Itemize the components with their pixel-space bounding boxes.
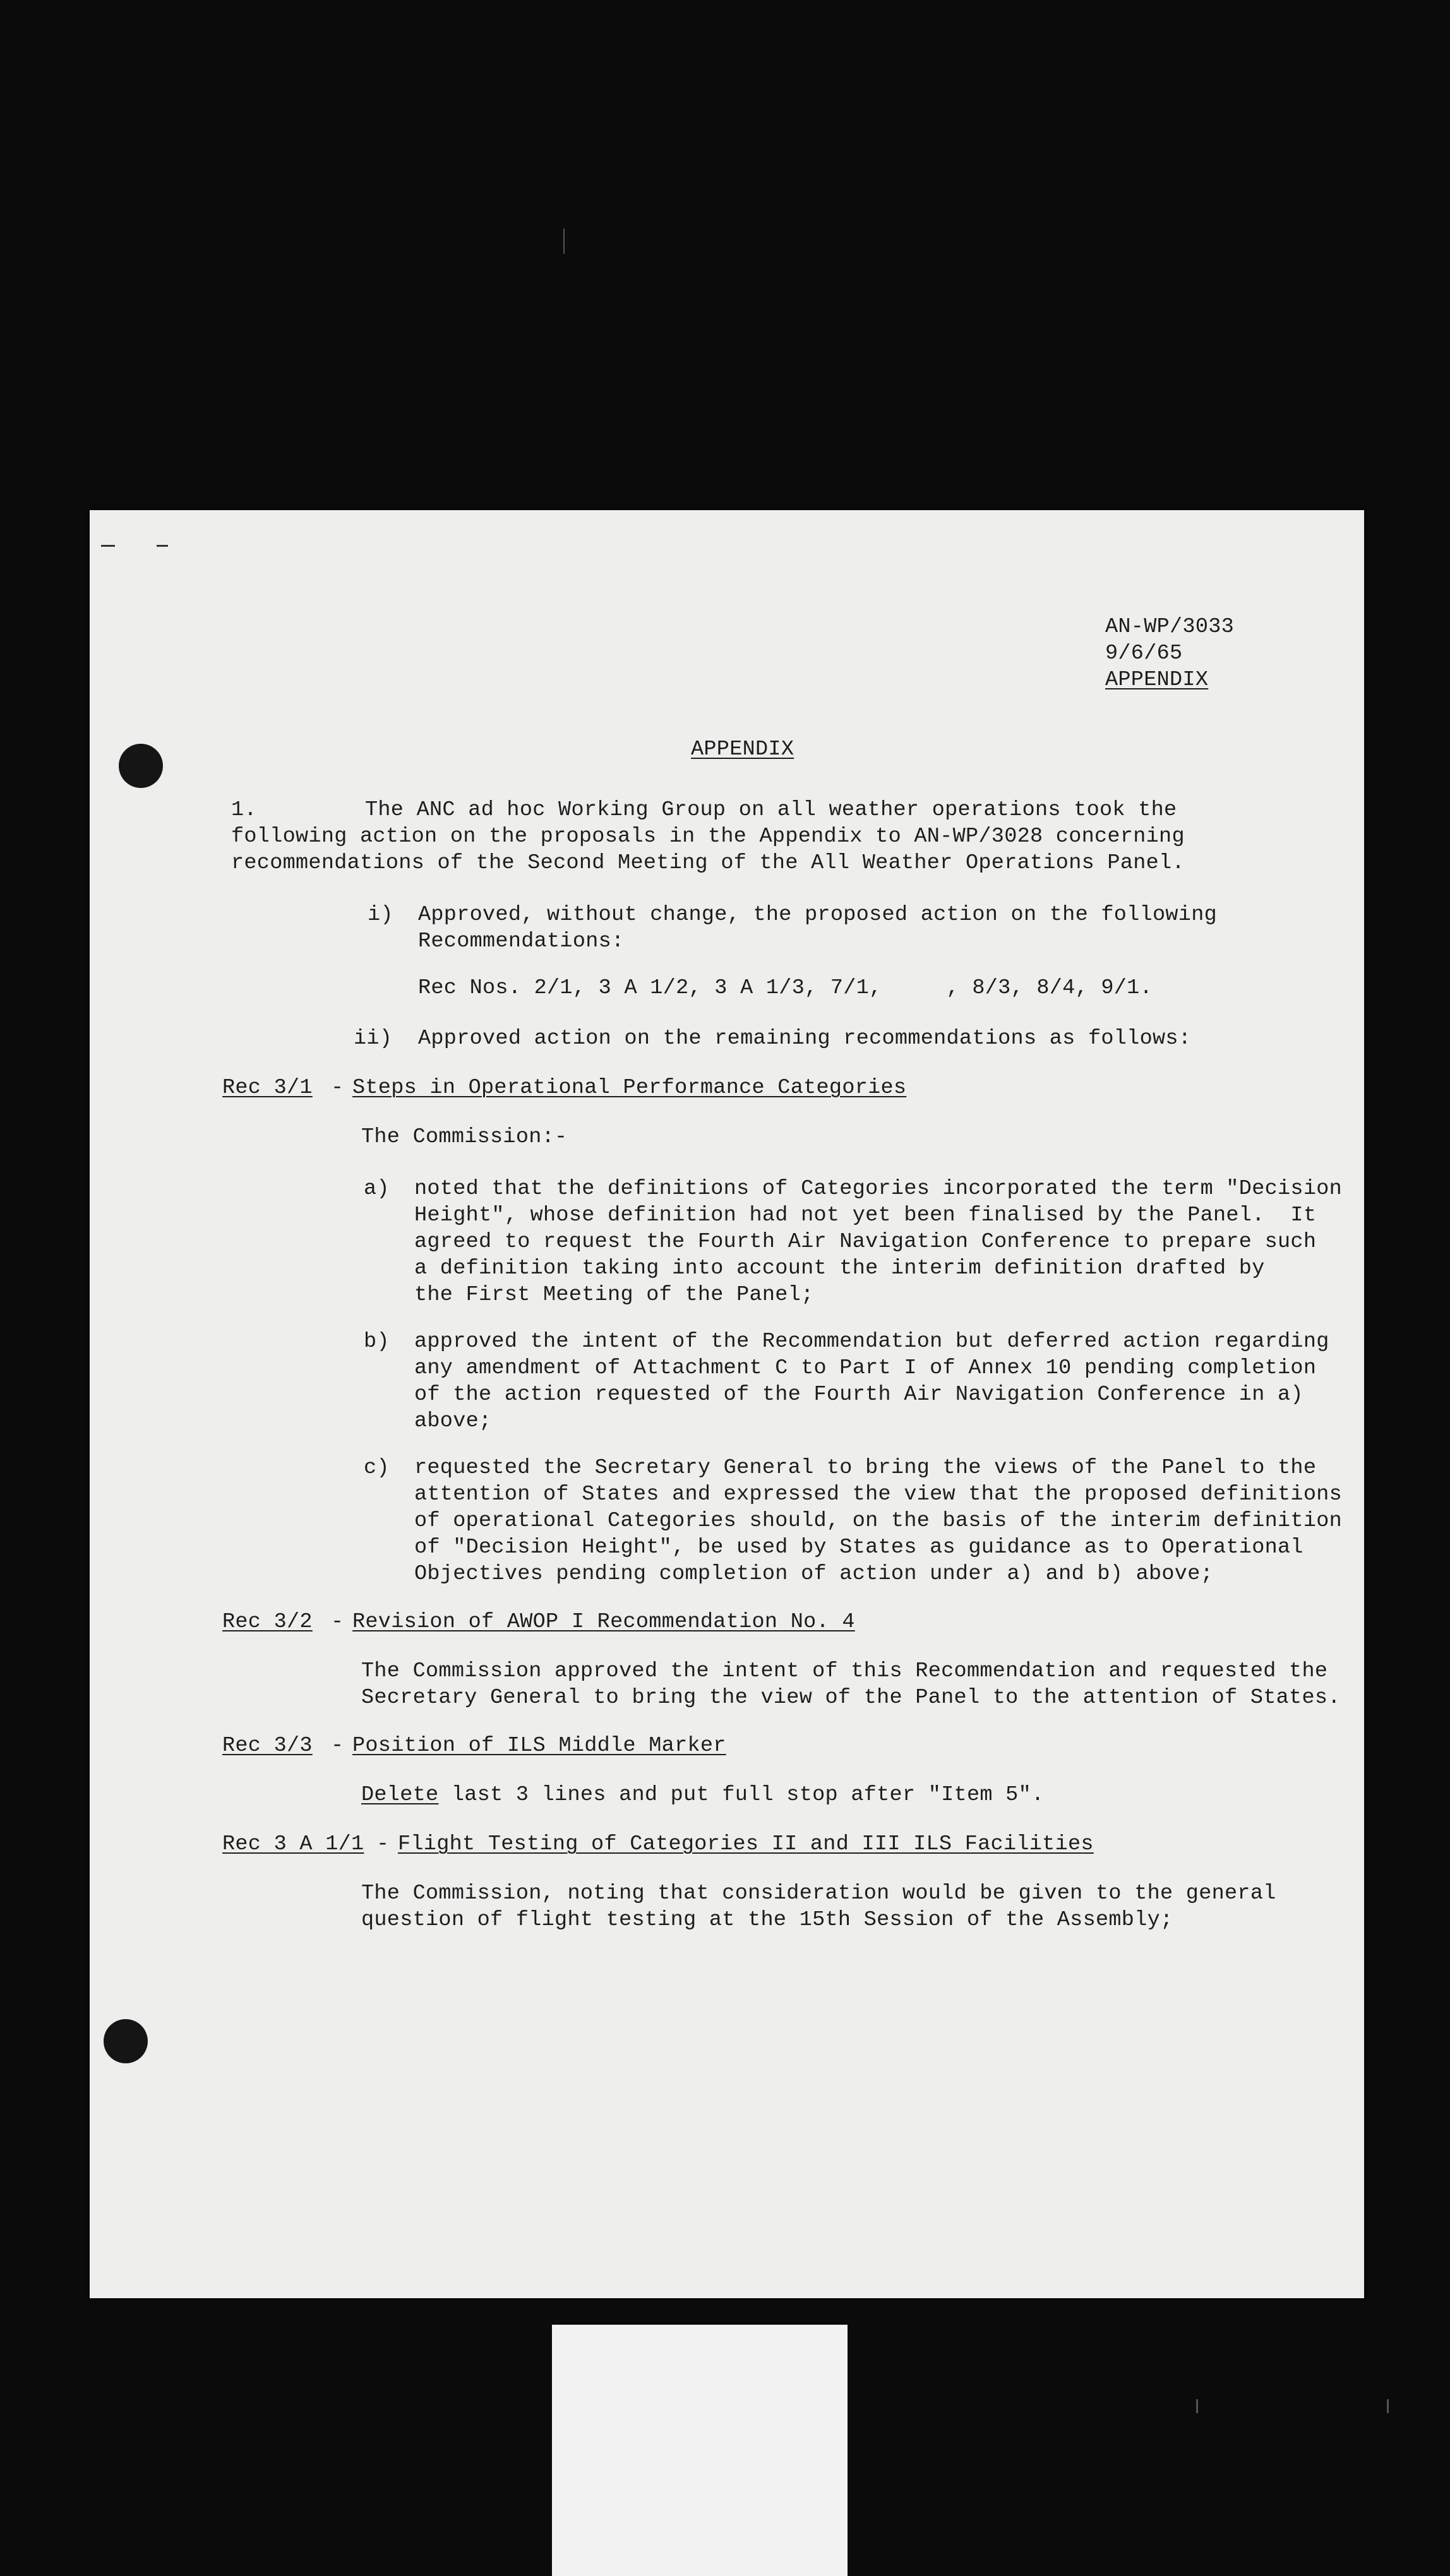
item-i-marker: i) (368, 903, 393, 927)
rec-3-1-b-line: approved the intent of the Recommendation but deferred action regarding (414, 1330, 1329, 1354)
rec-3-1-b-line: above; (414, 1409, 492, 1433)
page-title: APPENDIX (691, 737, 794, 761)
rec-3a-1-1-label: Rec 3 A 1/1 (222, 1832, 364, 1856)
rec-3a-1-1-line: The Commission, noting that consideration would be given to the general (361, 1881, 1276, 1905)
rec-3-1-b-marker: b) (364, 1330, 390, 1354)
rec-3-1-dash: - (331, 1076, 344, 1100)
rec-3-1-a-line: noted that the definitions of Categories incorporated the term "Decision (414, 1177, 1343, 1201)
rec-3-3-text (361, 1782, 1044, 1808)
rec-3-3-text-rest: last 3 lines and put full stop after "Item 5". (438, 1783, 1045, 1807)
rec-3-1-a-line: agreed to request the Fourth Air Navigation Conference to prepare such (414, 1230, 1317, 1254)
rec-3-1-lead: The Commission:- (361, 1125, 568, 1149)
item-i-line: Approved, without change, the proposed action on the following (418, 903, 1218, 927)
rec-3-1-a-line: Height", whose definition had not yet been finalised by the Panel. It (414, 1203, 1317, 1227)
film-target-slip (552, 2325, 848, 2576)
punch-hole-bottom (104, 2019, 148, 2063)
margin-mark (157, 545, 168, 547)
punch-hole-top (119, 744, 163, 788)
header-appendix-label: APPENDIX (1105, 668, 1209, 692)
rec-3-3-title: Position of ILS Middle Marker (352, 1734, 726, 1758)
film-scratch (563, 229, 565, 254)
rec-3-1-a-line: a definition taking into account the interim definition drafted by (414, 1256, 1265, 1280)
rec-3-3-dash: - (331, 1734, 344, 1758)
document-reference: AN-WP/3033 (1105, 615, 1235, 639)
rec-3a-1-1-title: Flight Testing of Categories II and III ILS Facilities (398, 1832, 1094, 1856)
paragraph-number: 1. (231, 798, 257, 822)
rec-3-1-c-line: requested the Secretary General to bring the views of the Panel to the (414, 1456, 1317, 1480)
document-page (90, 510, 1364, 2298)
intro-line: The ANC ad hoc Working Group on all weather operations took the (365, 798, 1177, 822)
rec-3-1-b-line: any amendment of Attachment C to Part I of Annex 10 pending completion (414, 1356, 1317, 1380)
margin-mark (101, 545, 115, 547)
rec-3-1-c-line: of "Decision Height", be used by States as guidance as to Operational (414, 1535, 1303, 1559)
rec-3-3-label: Rec 3/3 (222, 1734, 313, 1758)
rec-3-2-line: The Commission approved the intent of this Recommendation and requested the (361, 1659, 1328, 1683)
rec-3-1-c-line: of operational Categories should, on the basis of the interim definition (414, 1509, 1343, 1533)
rec-3a-1-1-line: question of flight testing at the 15th Session of the Assembly; (361, 1908, 1173, 1932)
film-tick (1196, 2399, 1198, 2413)
rec-3-1-a-marker: a) (364, 1177, 390, 1201)
rec-3-2-dash: - (331, 1610, 344, 1634)
rec-3-2-label: Rec 3/2 (222, 1610, 313, 1634)
rec-3-1-title: Steps in Operational Performance Categories (352, 1076, 907, 1100)
item-i-line: Recommendations: (418, 929, 625, 953)
rec-numbers-list: Rec Nos. 2/1, 3 A 1/2, 3 A 1/3, 7/1, , 8/3, 8/4, 9/1. (418, 976, 1153, 1000)
rec-3-1-c-line: Objectives pending completion of action under a) and b) above; (414, 1562, 1214, 1586)
item-ii-text: Approved action on the remaining recommendations as follows: (418, 1027, 1192, 1051)
film-tick (1387, 2399, 1389, 2413)
rec-3-1-c-line: attention of States and expressed the view that the proposed definitions (414, 1482, 1343, 1506)
rec-3-2-line: Secretary General to bring the view of the Panel to the attention of States. (361, 1686, 1341, 1710)
rec-3-1-b-line: of the action requested of the Fourth Air Navigation Conference in a) (414, 1383, 1303, 1407)
intro-line: recommendations of the Second Meeting of the All Weather Operations Panel. (231, 851, 1185, 875)
rec-3-1-c-marker: c) (364, 1456, 390, 1480)
rec-3-1-a-line: the First Meeting of the Panel; (414, 1283, 814, 1307)
intro-line: following action on the proposals in the Appendix to AN-WP/3028 concerning (231, 825, 1185, 849)
rec-3-2-title: Revision of AWOP I Recommendation No. 4 (352, 1610, 855, 1634)
rec-3-1-label: Rec 3/1 (222, 1076, 313, 1100)
document-date: 9/6/65 (1105, 641, 1183, 665)
item-ii-marker: ii) (354, 1027, 393, 1051)
rec-3-3-action-word: Delete (361, 1783, 439, 1807)
rec-3a-1-1-dash: - (376, 1832, 390, 1856)
